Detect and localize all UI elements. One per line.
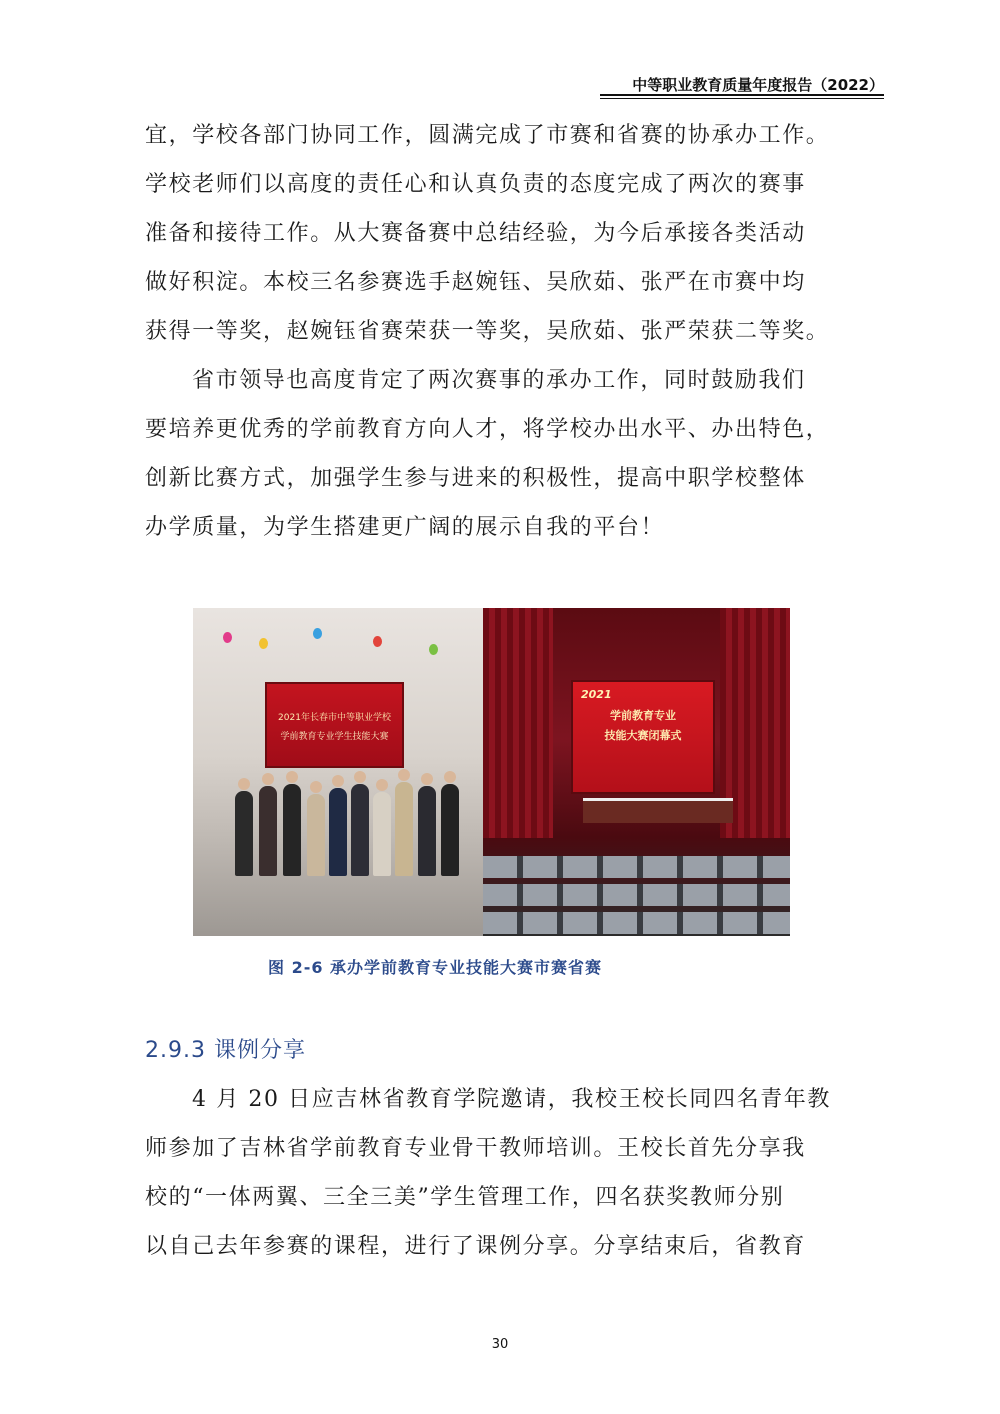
event-screen-right	[571, 680, 715, 794]
text-line: 学校老师们以高度的责任心和认真负责的态度完成了两次的赛事	[145, 172, 806, 197]
text-line: 创新比赛方式，加强学生参与进来的积极性，提高中职学校整体	[145, 466, 806, 491]
text-line: 校的“一体两翼、三全三美”学生管理工作，四名获奖教师分别	[145, 1185, 785, 1210]
text-line: 准备和接待工作。从大赛备赛中总结经验，为今后承接各类活动	[145, 221, 806, 246]
text-line: 做好积淀。本校三名参赛选手赵婉钰、吴欣茹、张严在市赛中均	[145, 270, 806, 295]
text-line: 办学质量，为学生搭建更广阔的展示自我的平台！	[145, 515, 665, 540]
stage-table	[583, 798, 733, 823]
curtain	[483, 608, 553, 838]
competition-photos-figure	[193, 608, 790, 936]
seat-row	[483, 884, 790, 906]
person	[259, 786, 277, 876]
seat-row	[483, 856, 790, 878]
screen-text-line: 技能大赛闭幕式	[604, 729, 682, 742]
text-line: 宜，学校各部门协同工作，圆满完成了市赛和省赛的协承办工作。	[145, 123, 830, 148]
paragraph-3	[145, 1075, 860, 1271]
balloon-icon	[313, 628, 322, 639]
balloon-icon	[373, 636, 382, 647]
person	[283, 784, 301, 876]
person	[235, 791, 253, 876]
screen-text-line: 学前教育专业学生技能大赛	[280, 732, 389, 742]
seat-row	[483, 912, 790, 934]
header-rule	[600, 94, 884, 96]
closing-ceremony-photo-right	[483, 608, 790, 936]
person	[395, 782, 413, 876]
group-photo-left	[193, 608, 483, 936]
screen-year: 2021	[581, 688, 612, 701]
person	[329, 788, 347, 876]
balloon-icon	[223, 632, 232, 643]
event-screen-left	[265, 682, 404, 768]
person	[418, 786, 436, 876]
screen-text-line: 2021年长春市中等职业学校	[278, 713, 391, 723]
screen-text-line: 学前教育专业	[610, 709, 676, 722]
paragraph-1	[145, 111, 860, 356]
text-line: 以自己去年参赛的课程，进行了课例分享。分享结束后，省教育	[145, 1234, 806, 1259]
report-header-title: 中等职业教育质量年度报告（2022）	[632, 76, 884, 94]
figure-caption: 图 2-6 承办学前教育专业技能大赛市赛省赛	[268, 958, 603, 977]
person	[351, 784, 369, 876]
balloon-icon	[259, 638, 268, 649]
text-line: 4 月 20 日应吉林省教育学院邀请，我校王校长同四名青年教	[192, 1087, 831, 1112]
text-line: 要培养更优秀的学前教育方向人才，将学校办出水平、办出特色，	[145, 417, 830, 442]
balloon-icon	[429, 644, 438, 655]
person	[307, 794, 325, 876]
page-number: 30	[491, 1337, 509, 1352]
section-heading: 2.9.3 课例分享	[145, 1038, 306, 1063]
paragraph-2	[145, 356, 860, 552]
text-line: 省市领导也高度肯定了两次赛事的承办工作，同时鼓励我们	[192, 368, 806, 393]
header-rule-thin	[600, 98, 884, 99]
text-line: 师参加了吉林省学前教育专业骨干教师培训。王校长首先分享我	[145, 1136, 806, 1161]
text-line: 获得一等奖，赵婉钰省赛荣获一等奖，吴欣茹、张严荣获二等奖。	[145, 319, 830, 344]
person	[373, 792, 391, 876]
person	[441, 784, 459, 876]
